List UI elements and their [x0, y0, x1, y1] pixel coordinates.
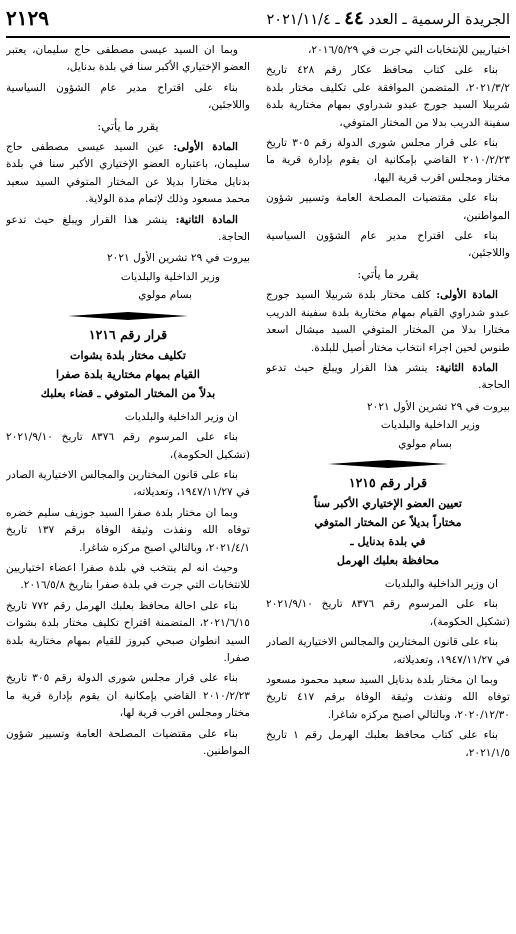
section-divider — [328, 459, 448, 469]
article-label: المادة الأولى: — [436, 289, 498, 302]
paragraph: بناء على قانون المختارين والمجالس الاختيارية الصادر في ١٩٤٧/١١/٢٧، وتعديلاته، — [266, 636, 510, 666]
decision-title-line: مختاراً بديلاً عن المختار المتوفي — [314, 514, 462, 529]
paragraph: بناء على مقتضيات المصلحة العامة وتسيير شؤون المواطنين، — [266, 192, 510, 222]
article-2 — [6, 212, 250, 247]
article-label: المادة الثانية: — [175, 213, 238, 226]
place-date: بيروت في ٢٩ تشرين الأول ٢٠٢١ — [366, 400, 510, 413]
decision-title-line: القيام بمهام مختارية بلدة صفرا — [55, 366, 201, 381]
paragraph: بناء على احالة محافظ بعلبك الهرمل رقم ٧٧٢ تاريخ ٢٠٢١/٦/١٥، المتضمنة اقتراح تكليف مختار بلدة بشوات السيد انطوان صبحي كيروز للقيام بمهام مختارية بلدة صفرا. — [6, 599, 250, 664]
paragraph: بناء على مقتضيات المصلحة العامة وتسيير شؤون المواطنين. — [6, 727, 250, 757]
section-divider — [68, 311, 188, 321]
right-column — [266, 42, 510, 922]
page-header — [6, 4, 510, 38]
decision-number: قرار رقم ١٢١٥ — [348, 474, 428, 490]
paragraph: ان وزير الداخلية والبلديات — [384, 577, 498, 590]
article-text: ينشر هذا القرار ويبلغ حيث تدعو الحاجة. — [266, 361, 510, 392]
paragraph: بناء على المرسوم رقم ٨٣٧٦ تاريخ ٢٠٢١/٩/١٠ (تشكيل الحكومة)، — [266, 598, 510, 628]
paragraph: بناء على كتاب محافظ عكار رقم ٤٢٨ تاريخ ٢٠٢١/٣/٢، المتضمن الموافقة على تكليف مختار بلدة شربيلا السيد جورج عبدو شدراوي بمهام مختارية بلدة سفينة الدريب بدلا من المختار المتوفي، — [266, 64, 510, 129]
left-column — [6, 42, 250, 922]
article-text: كلف مختار بلدة شربيلا السيد جورج عبدو شدراوي القيام بمهام مختارية بلدة سفينة الدريب مختارا بدلا من المختار المتوفي السيد ميشال اسعد طنوس لحين اجراء انتخاب مختار أصيل للبلدة. — [266, 289, 510, 354]
paragraph: بناء على اقتراح مدير عام الشؤون السياسية واللاجئين، — [266, 230, 510, 260]
journal-name: الجريدة الرسمية ـ العدد — [368, 12, 510, 28]
minister-title: وزير الداخلية والبلديات — [120, 270, 220, 283]
minister-name: بسام مولوي — [398, 437, 452, 450]
paragraph: بناء على المرسوم رقم ٨٣٧٦ تاريخ ٢٠٢١/٩/١٠ (تشكيل الحكومة)، — [6, 431, 250, 461]
decision-title-line: بدلاً من المختار المتوفي ـ قضاء بعلبك — [40, 385, 216, 400]
decision-title-line: في بلدة بدنايل ـ — [350, 533, 426, 548]
paragraph: وحيث انه لم ينتخب في بلدة صفرا اعضاء اختياريين للانتخابات التي جرت في بلدة صفرا بتاريخ ٢٠١٦/٥/٨. — [6, 561, 250, 592]
paragraph: بناء على قرار مجلس شورى الدولة رقم ٣٠٥ تاريخ ٢٠١٠/٢/٢٣ القاضي بإمكانية ان يقوم بإدارة قرية ما مختار ومجلس اقرب قرية اليها، — [266, 137, 510, 184]
article-2 — [266, 360, 510, 395]
paragraph: ان وزير الداخلية والبلديات — [124, 410, 238, 423]
decision-title-line: تكليف مختار بلدة بشوات — [69, 347, 187, 362]
page-number: ٢١٢٩ — [6, 6, 49, 30]
journal-title — [267, 8, 510, 29]
paragraph: بناء على قانون المختارين والمجالس الاختيارية الصادر في ١٩٤٧/١١/٢٧، وتعديلاته، — [6, 468, 250, 499]
article-1 — [6, 139, 250, 209]
decides-heading: يقرر ما يأتي: — [357, 266, 419, 281]
article-1 — [266, 287, 510, 357]
decision-title-line: تعيين العضو الإختياري الأكبر سناً — [314, 495, 462, 510]
paragraph: بناء على كتاب محافظ بعلبك الهرمل رقم ١ تاريخ ٢٠٢١/١/٥، — [266, 729, 510, 759]
article-label: المادة الأولى: — [173, 141, 238, 154]
paragraph: اختياريين للإنتخابات التي جرت في ٢٠١٦/٥/٢٩، — [307, 44, 510, 56]
article-text: عين السيد عيسى مصطفى حاج سليمان، باعتباره العضو الإختياري الأكبر سنا في بلدة بدنايل مختارا بديلا عن المختار المتوفي السيد سعيد محمد مسعود وذلك لإتمام مدة الولاية. — [6, 141, 250, 206]
paragraph: وبما ان السيد عيسى مصطفى حاج سليمان، يعتبر العضو الإختياري الأكبر سنا في بلدة بدنايل، — [6, 44, 250, 74]
article-label: المادة الثانية: — [435, 361, 498, 374]
minister-name: بسام مولوي — [138, 289, 192, 302]
decision-number: قرار رقم ١٢١٦ — [88, 326, 168, 342]
article-text: ينشر هذا القرار ويبلغ حيث تدعو الحاجة. — [6, 213, 250, 244]
place-date: بيروت في ٢٩ تشرين الأول ٢٠٢١ — [106, 252, 250, 265]
minister-title: وزير الداخلية والبلديات — [380, 419, 480, 432]
issue-date: ـ ٢٠٢١/١١/٤ — [266, 12, 340, 28]
decides-heading: يقرر ما يأتي: — [97, 118, 159, 133]
paragraph: وبما ان مختار بلدة بدنايل السيد سعيد محمود مسعود توفاه الله ونفذت وثيقة الوفاة برقم ٤١٧ تاريخ ٢٠٢٠/١٢/٣٠، وبالتالي اصبح مركزه شاغرا. — [266, 673, 510, 721]
paragraph: وبما ان مختار بلدة صفرا السيد جوزيف سليم خضره توفاه الله ونفذت وثيقة الوفاة برقم ١٣٧ تاريخ ٢٠٢١/٤/١، وبالتالي اصبح مركزه شاغرا. — [6, 506, 250, 554]
paragraph: بناء على قرار مجلس شورى الدولة رقم ٣٠٥ تاريخ ٢٠١٠/٢/٢٣ القاضي بإمكانية ان يقوم بإدارة قرية ما مختار ومجلس اقرب قرية لها، — [6, 672, 250, 720]
issue-number: ٤٤ — [344, 8, 364, 29]
decision-title-line: محافظة بعلبك الهرمل — [336, 552, 440, 567]
paragraph: بناء على اقتراح مدير عام الشؤون السياسية واللاجئين، — [6, 81, 250, 112]
